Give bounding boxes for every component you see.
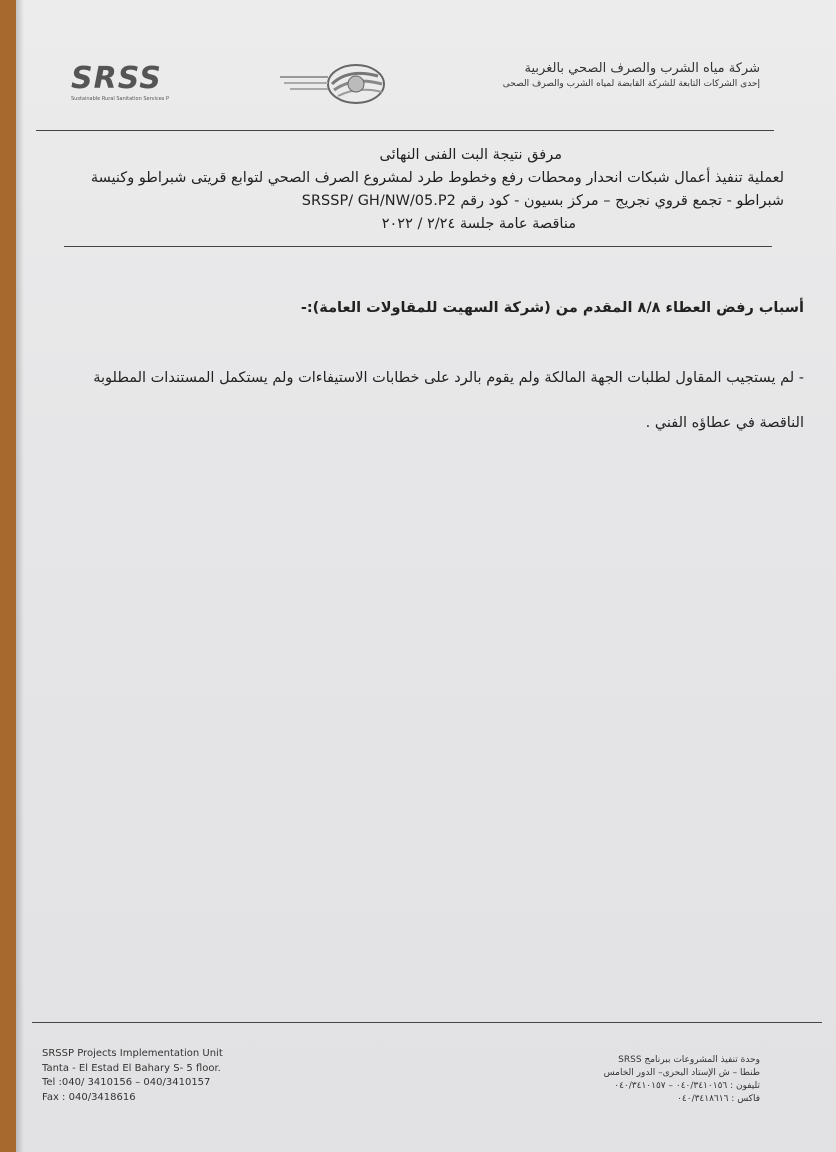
rejection-reason-line-1: - لم يستجيب المقاول لطلبات الجهة المالكة ولم يقوم بالرد على خطابات الاستيفاءات ولم يستكمل المستندات المطلوبة bbox=[93, 370, 804, 386]
header-divider bbox=[36, 130, 774, 131]
company-name: شركة مياه الشرب والصرف الصحي بالغربية bbox=[524, 61, 760, 76]
footer-en-line-2: Tanta - El Estad El Bahary S- 5 floor. bbox=[42, 1062, 221, 1074]
title-line-2: لعملية تنفيذ أعمال شبكات انحدار ومحطات رفع وخطوط طرد لمشروع الصرف الصحي لتوابع قريتى شبراطو وكنيسة bbox=[90, 170, 784, 186]
title-line-1: مرفق نتيجة البت الفنى النهائى bbox=[379, 147, 562, 163]
rejection-reasons-heading: أسباب رفض العطاء ٨/٨ المقدم من (شركة السهيت للمقاولات العامة):- bbox=[300, 300, 804, 316]
footer-ar-line-1: وحدة تنفيذ المشروعات ببرنامج SRSS bbox=[618, 1055, 760, 1065]
srss-logo bbox=[71, 61, 171, 106]
page-edge-shadow bbox=[16, 0, 24, 1152]
footer-divider bbox=[32, 1022, 822, 1023]
footer-en-line-3: Tel :040/ 3410156 – 040/3410157 bbox=[42, 1077, 211, 1088]
srss-logo-tagline: Sustainable Rural Sanitation Services P bbox=[71, 96, 170, 102]
footer-ar-line-3: تليفون : ٠٤٠/٣٤١٠١٥٦ – ٠٤٠/٣٤١٠١٥٧ bbox=[614, 1081, 760, 1091]
footer-ar-line-2: طنطا – ش الإستاد البحرى– الدور الخامس bbox=[603, 1068, 760, 1078]
footer-contact-arabic bbox=[604, 1054, 760, 1106]
rejection-reasons-body bbox=[34, 356, 804, 446]
footer-contact-english bbox=[42, 1047, 223, 1105]
title-block bbox=[56, 144, 784, 236]
company-subtitle: إحدى الشركات التابعة للشركة القابضة لمياه الشرب والصرف الصحى bbox=[502, 79, 760, 89]
srss-logo-mark: SRSS bbox=[71, 61, 162, 96]
company-emblem-icon bbox=[278, 62, 388, 106]
title-line-3: شبراطو - تجمع قروي نجريج – مركز بسيون - كود رقم SRSSP/ GH/NW/05.P2 bbox=[301, 193, 784, 209]
rejection-reason-line-2: الناقصة في عطاؤه الفني . bbox=[645, 415, 804, 431]
footer-en-line-1: SRSSP Projects Implementation Unit bbox=[42, 1048, 223, 1059]
document-page bbox=[16, 0, 836, 1152]
footer-ar-line-4: فاكس : ٠٤٠/٣٤١٨٦١٦ bbox=[677, 1094, 760, 1104]
title-line-4: مناقصة عامة جلسة ٢/٢٤ / ٢٠٢٢ bbox=[381, 216, 576, 232]
footer-en-line-4: Fax : 040/3418616 bbox=[42, 1091, 136, 1103]
company-header bbox=[460, 60, 760, 90]
title-divider bbox=[64, 246, 772, 247]
